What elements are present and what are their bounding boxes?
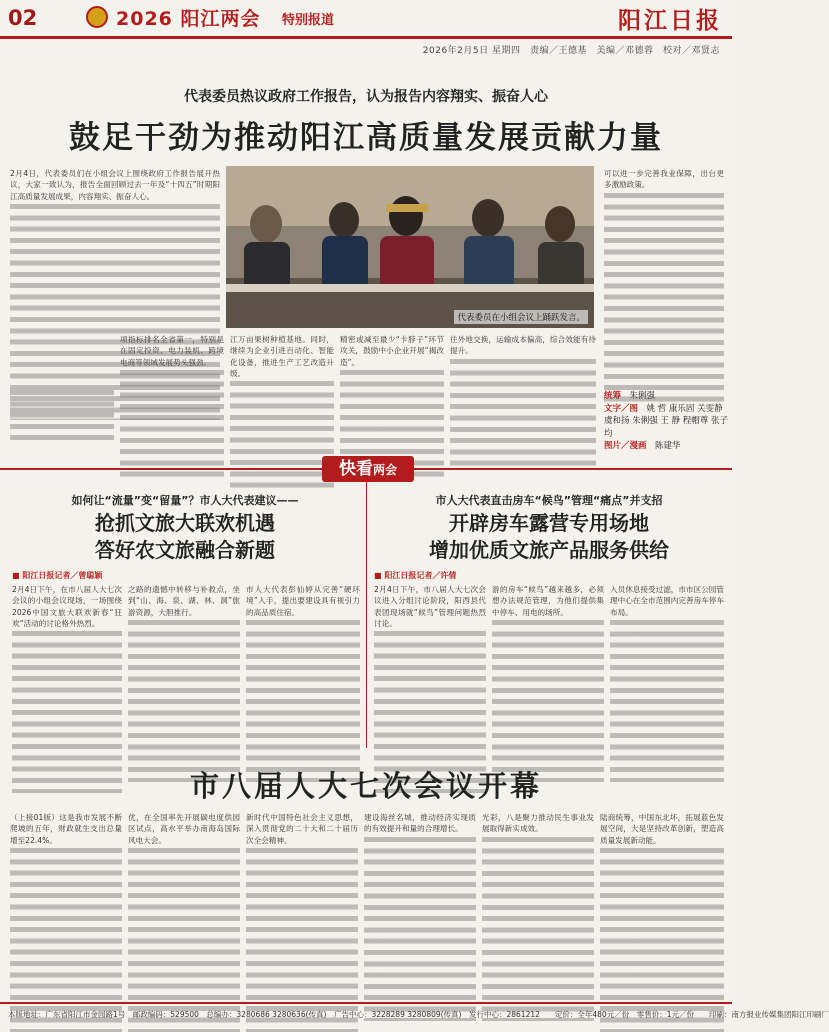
credit-value: 陈建华 <box>655 441 681 451</box>
meeting-photo-image <box>226 166 594 328</box>
credit-row <box>604 440 728 453</box>
credit-value: 朱俐强 <box>629 391 656 401</box>
article3-reporter: ■ 阳江日报记者／许倩 <box>374 570 456 581</box>
article2-col1 <box>12 584 122 746</box>
credit-value: 姚 哲 康乐固 关雯静 虞和扬 朱俐强 王 静 程帽尊 张子均 <box>604 403 729 439</box>
photo-caption: 代表委员在小组会议上踊跃发言。 <box>454 310 588 324</box>
article1-col2 <box>120 334 224 446</box>
meeting-photo <box>226 166 594 328</box>
credit-key: 图片／漫画 <box>604 441 647 451</box>
article2-subtitle: 如何让“流量”变“留量”？市人大代表建议—— <box>71 494 299 507</box>
article2-col2 <box>128 584 240 746</box>
article1-col3 <box>230 334 334 446</box>
article1-col5-text: 可以进一步完善我业保障，出台更多激励政策。 <box>604 169 724 190</box>
article1-col4-text: 精密或减至最少“卡脖子”环节攻关，鼓励中小企业开展“揭改造”。 <box>340 335 444 367</box>
article1-col4 <box>340 334 444 446</box>
article2-col1-text: 2月4日下午，在市八届人大七次会议的小组会议现场，一场围绕2026中国文旅大联欢新春“狂欢”活动的讨论格外热烈。 <box>12 585 122 628</box>
article3-title-line1: 开辟房车露营专用场地 <box>449 511 649 535</box>
page-number: 02 <box>8 6 38 30</box>
article3-col1 <box>374 584 486 746</box>
section-title: 2026 阳江两会 <box>116 8 261 30</box>
page-header <box>0 0 732 64</box>
article4-col1 <box>10 812 122 996</box>
article4-col4 <box>364 812 476 996</box>
column-divider <box>366 480 367 748</box>
article4-col6 <box>600 812 724 996</box>
article2-col3 <box>246 584 360 746</box>
article4-col5 <box>482 812 594 996</box>
credits-box <box>604 390 728 453</box>
article1-col6-text: 往外地交换，运输成本偏高，综合效能有待提升。 <box>450 335 596 356</box>
kuai-kan-band <box>0 456 732 482</box>
credit-key: 文字／图 <box>604 403 639 414</box>
article1-col2-text: 项指标排名全省第一，特别是在固定投资、电力装机、跨境电商等领域发展势头强劲。 <box>120 335 224 367</box>
article1-col3-text: 江万亩果树种植基地。同时，继续为企业引进百动化、智能化设备，推进生产工艺改造升级。 <box>230 335 334 378</box>
article4-title: 市八届人大七次会议开幕 <box>189 769 542 803</box>
article4-col3-text: 新时代中国特色社会主义思想，深入贯彻党的二十大和二十届历次全会精神。 <box>246 813 358 845</box>
page-footer: 本版地址：广东省阳江市金园路1号 邮政编码：529500 总编办：3280686 3280636(传真) 广告中心：3228289 3280809(传真) 发行中心：2861212 定价：全年480元／份 零售价：1元／份 印刷：南方报业传媒集团阳江印刷厂 <box>0 1002 732 1024</box>
credit-key: 统筹 <box>604 391 622 401</box>
article4-col5-text: 光彩，八是聚力推动民生事业发展取得新实成效。 <box>482 813 594 834</box>
article4-col6-text: 陆商统筹，中国东北坏，拓展蓝色发展空间，大是坚持改革创新，塑造高质量发展新动能。 <box>600 813 724 845</box>
credit-row <box>604 403 728 441</box>
emblem-icon <box>86 6 108 28</box>
article1-subtitle: 代表委员热议政府工作报告，认为报告内容翔实、振奋人心 <box>184 89 548 105</box>
credit-row <box>604 390 728 403</box>
newspaper-logo: 阳江日报 <box>618 7 722 34</box>
article1-col1b <box>10 390 114 446</box>
article3-col3 <box>610 584 724 746</box>
header-rule <box>0 36 732 39</box>
article2-title-line2: 答好农文旅融合新题 <box>95 538 275 562</box>
article3-subtitle: 市人大代表直击房车“候鸟”管理“痛点”并支招 <box>435 494 663 507</box>
article1-title: 鼓足干劲为推动阳江高质量发展贡献力量 <box>69 120 663 156</box>
article1-col6 <box>450 334 596 446</box>
article3-col3-text: 入员休息接受过滤，市市区公园管理中心在全市范围内完善房车停车布局。 <box>610 585 724 617</box>
article3-col1-text: 2月4日下午，市八届人大七次会议进入分组讨论阶段，阳西县代表团现场就“候鸟”管理问题热烈讨论。 <box>374 585 486 628</box>
article3-col2 <box>492 584 604 746</box>
article2-col3-text: 市人大代表彭仙婷从完善“硬环境”入手，提出要建设具有视引力的高品质住宿。 <box>246 585 360 617</box>
article3-title-line2: 增加优质文旅产品服务供给 <box>429 538 669 562</box>
badge-small: 两会 <box>372 463 397 477</box>
kuai-kan-badge <box>322 456 414 482</box>
article1-col1-text: 2月4日，代表委员们在小组会议上围绕政府工作报告展开热议，大家一致认为，报告全面回顾过去一年及“十四五”时期阳江高质量发展成果，内容翔实、振奋人心。 <box>10 169 220 201</box>
badge-big: 快看 <box>338 459 373 479</box>
article2-reporter: ■ 阳江日报记者／曾聪颖 <box>12 570 102 581</box>
article2-col2-text: 之路的遗憾中转移与补救点，坐到“山、海、泉、湖、林、洞”旅游资源，大胆推行。 <box>128 585 240 617</box>
article4-col2 <box>128 812 240 996</box>
article1-col5 <box>604 168 724 382</box>
article4-col1-text: （上接01版）这是我市发展不断爬坡的五年，财政就生支出总量增至22.4%。 <box>10 813 122 845</box>
article4-col2-text: 优，在全国率先开展碳电度供园区试点，高水平举办南海岛国际风电大会。 <box>128 813 240 845</box>
issue-meta: 2026年2月5日 星期四 责编／王德基 美编／邓德蓉 校对／邓贤志 <box>422 46 720 56</box>
section-tag: 特别报道 <box>282 13 335 28</box>
article4-col3 <box>246 812 358 996</box>
article4-col4-text: 建设海丝名城，推动经济实现质的有效提升和量的合理增长。 <box>364 813 476 834</box>
article2-title-line1: 抢抓文旅大联欢机遇 <box>95 511 275 535</box>
article3-col2-text: 游的房车“候鸟”越来越多，必须想办法规范管理，为他们提供集中停车、用电的场所。 <box>492 585 604 617</box>
